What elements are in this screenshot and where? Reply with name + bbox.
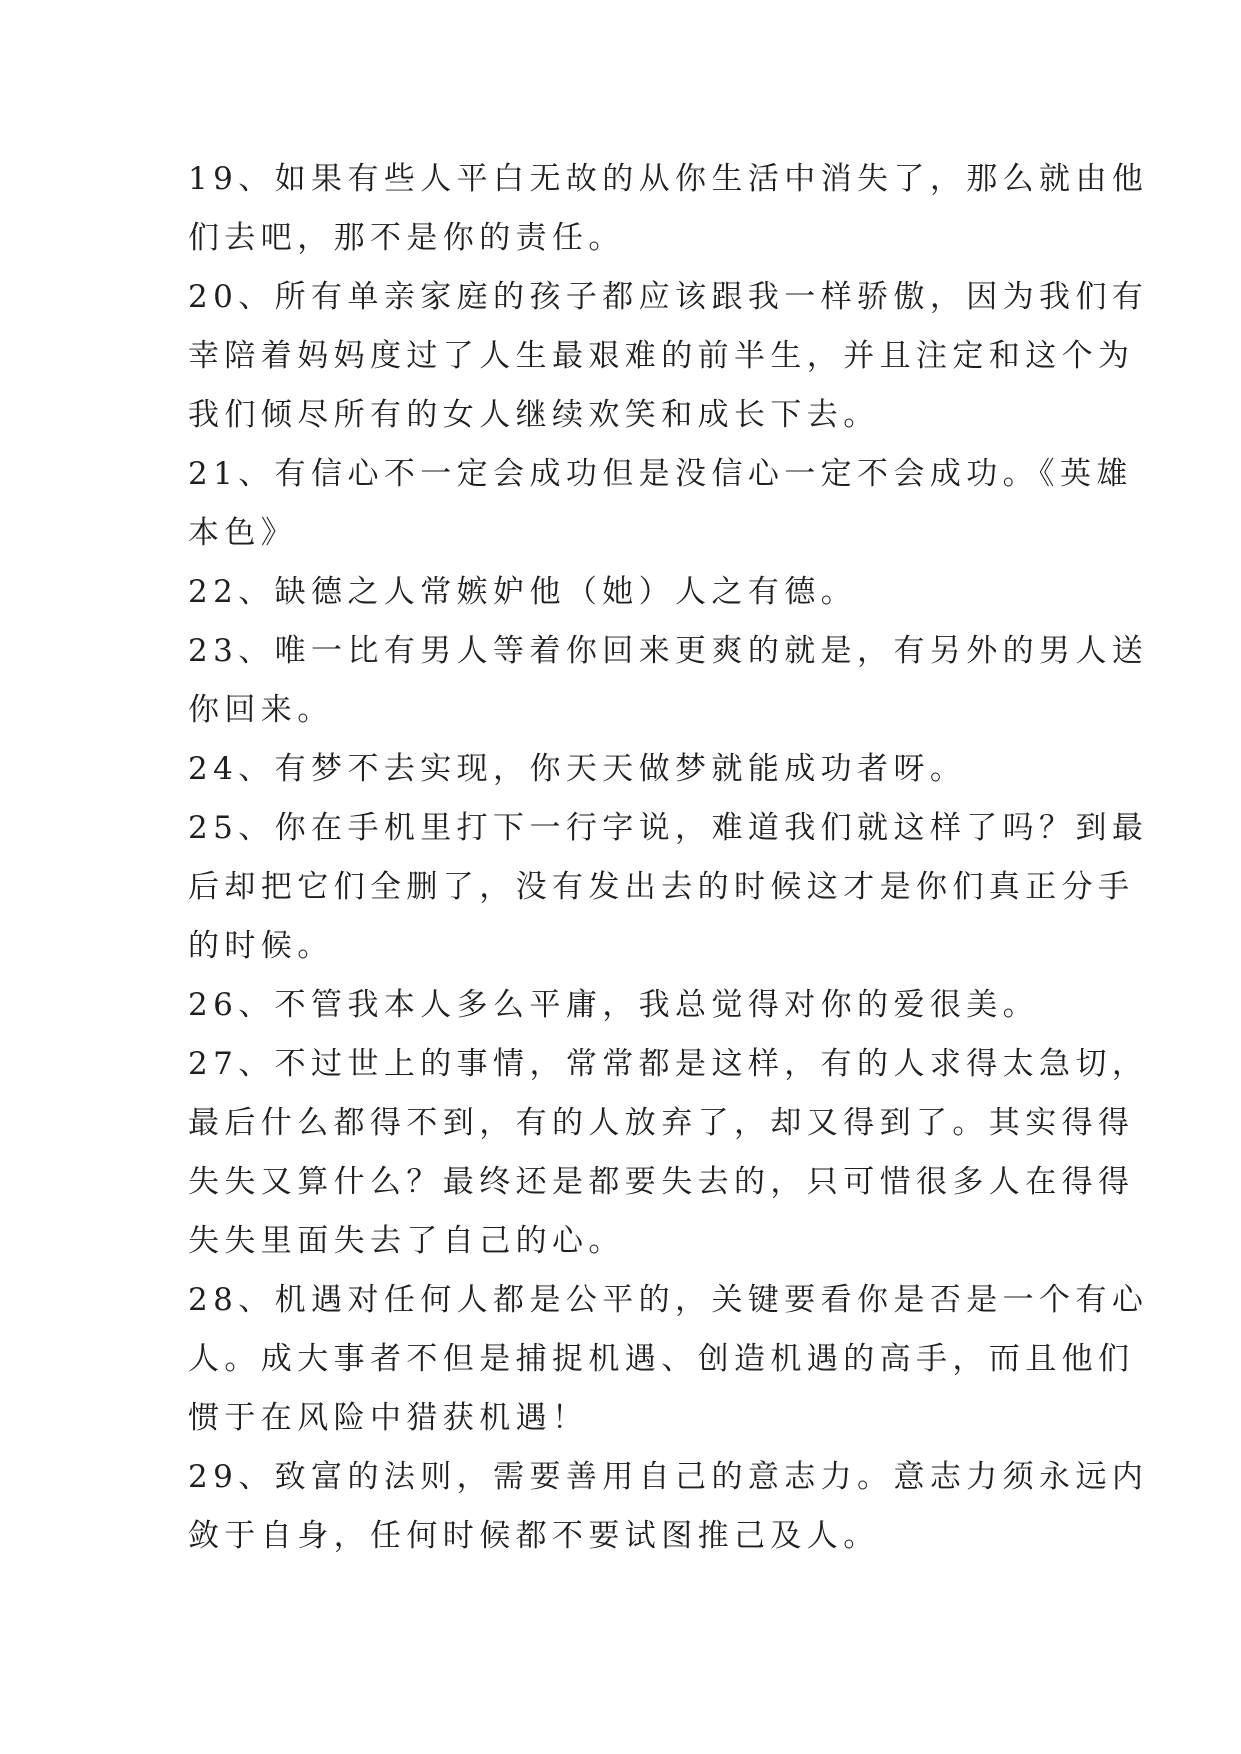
text-line: 22、缺德之人常嫉妒他（她）人之有德。 xyxy=(188,574,858,610)
text-line: 19、如果有些人平白无故的从你生活中消失了，那么就由他 xyxy=(188,161,1149,197)
text-line: 最后什么都得不到，有的人放弃了，却又得到了。其实得得 xyxy=(188,1105,1135,1141)
text-line: 29、致富的法则，需要善用自己的意志力。意志力须永远内 xyxy=(188,1459,1149,1495)
text-line: 我们倾尽所有的女人继续欢笑和成长下去。 xyxy=(188,397,880,433)
text-line: 28、机遇对任何人都是公平的，关键要看你是否是一个有心 xyxy=(188,1282,1149,1318)
text-line: 26、不管我本人多么平庸，我总觉得对你的爱很美。 xyxy=(188,987,1040,1023)
text-line: 失失又算什么？最终还是都要失去的，只可惜很多人在得得 xyxy=(188,1164,1135,1200)
text-line: 21、有信心不一定会成功但是没信心一定不会成功。《英雄 xyxy=(188,456,1133,492)
document-body xyxy=(188,150,1149,1566)
text-line: 25、你在手机里打下一行字说，难道我们就这样了吗？到最 xyxy=(188,810,1149,846)
text-line: 27、不过世上的事情，常常都是这样，有的人求得太急切， xyxy=(188,1046,1149,1082)
text-line: 失失里面失去了自己的心。 xyxy=(188,1223,625,1259)
text-line: 惯于在风险中猎获机遇！ xyxy=(188,1400,589,1436)
text-line: 你回来。 xyxy=(188,692,334,728)
text-line: 后却把它们全删了，没有发出去的时候这才是你们真正分手 xyxy=(188,869,1135,905)
text-line: 的时候。 xyxy=(188,928,334,964)
text-line: 20、所有单亲家庭的孩子都应该跟我一样骄傲，因为我们有 xyxy=(188,279,1149,315)
text-line: 敛于自身，任何时候都不要试图推己及人。 xyxy=(188,1518,880,1554)
text-line: 们去吧，那不是你的责任。 xyxy=(188,220,625,256)
text-line: 23、唯一比有男人等着你回来更爽的就是，有另外的男人送 xyxy=(188,633,1149,669)
text-line: 人。成大事者不但是捕捉机遇、创造机遇的高手，而且他们 xyxy=(188,1341,1135,1377)
text-line: 幸陪着妈妈度过了人生最艰难的前半生，并且注定和这个为 xyxy=(188,338,1135,374)
text-line: 24、有梦不去实现，你天天做梦就能成功者呀。 xyxy=(188,751,967,787)
text-line: 本色》 xyxy=(188,515,298,551)
